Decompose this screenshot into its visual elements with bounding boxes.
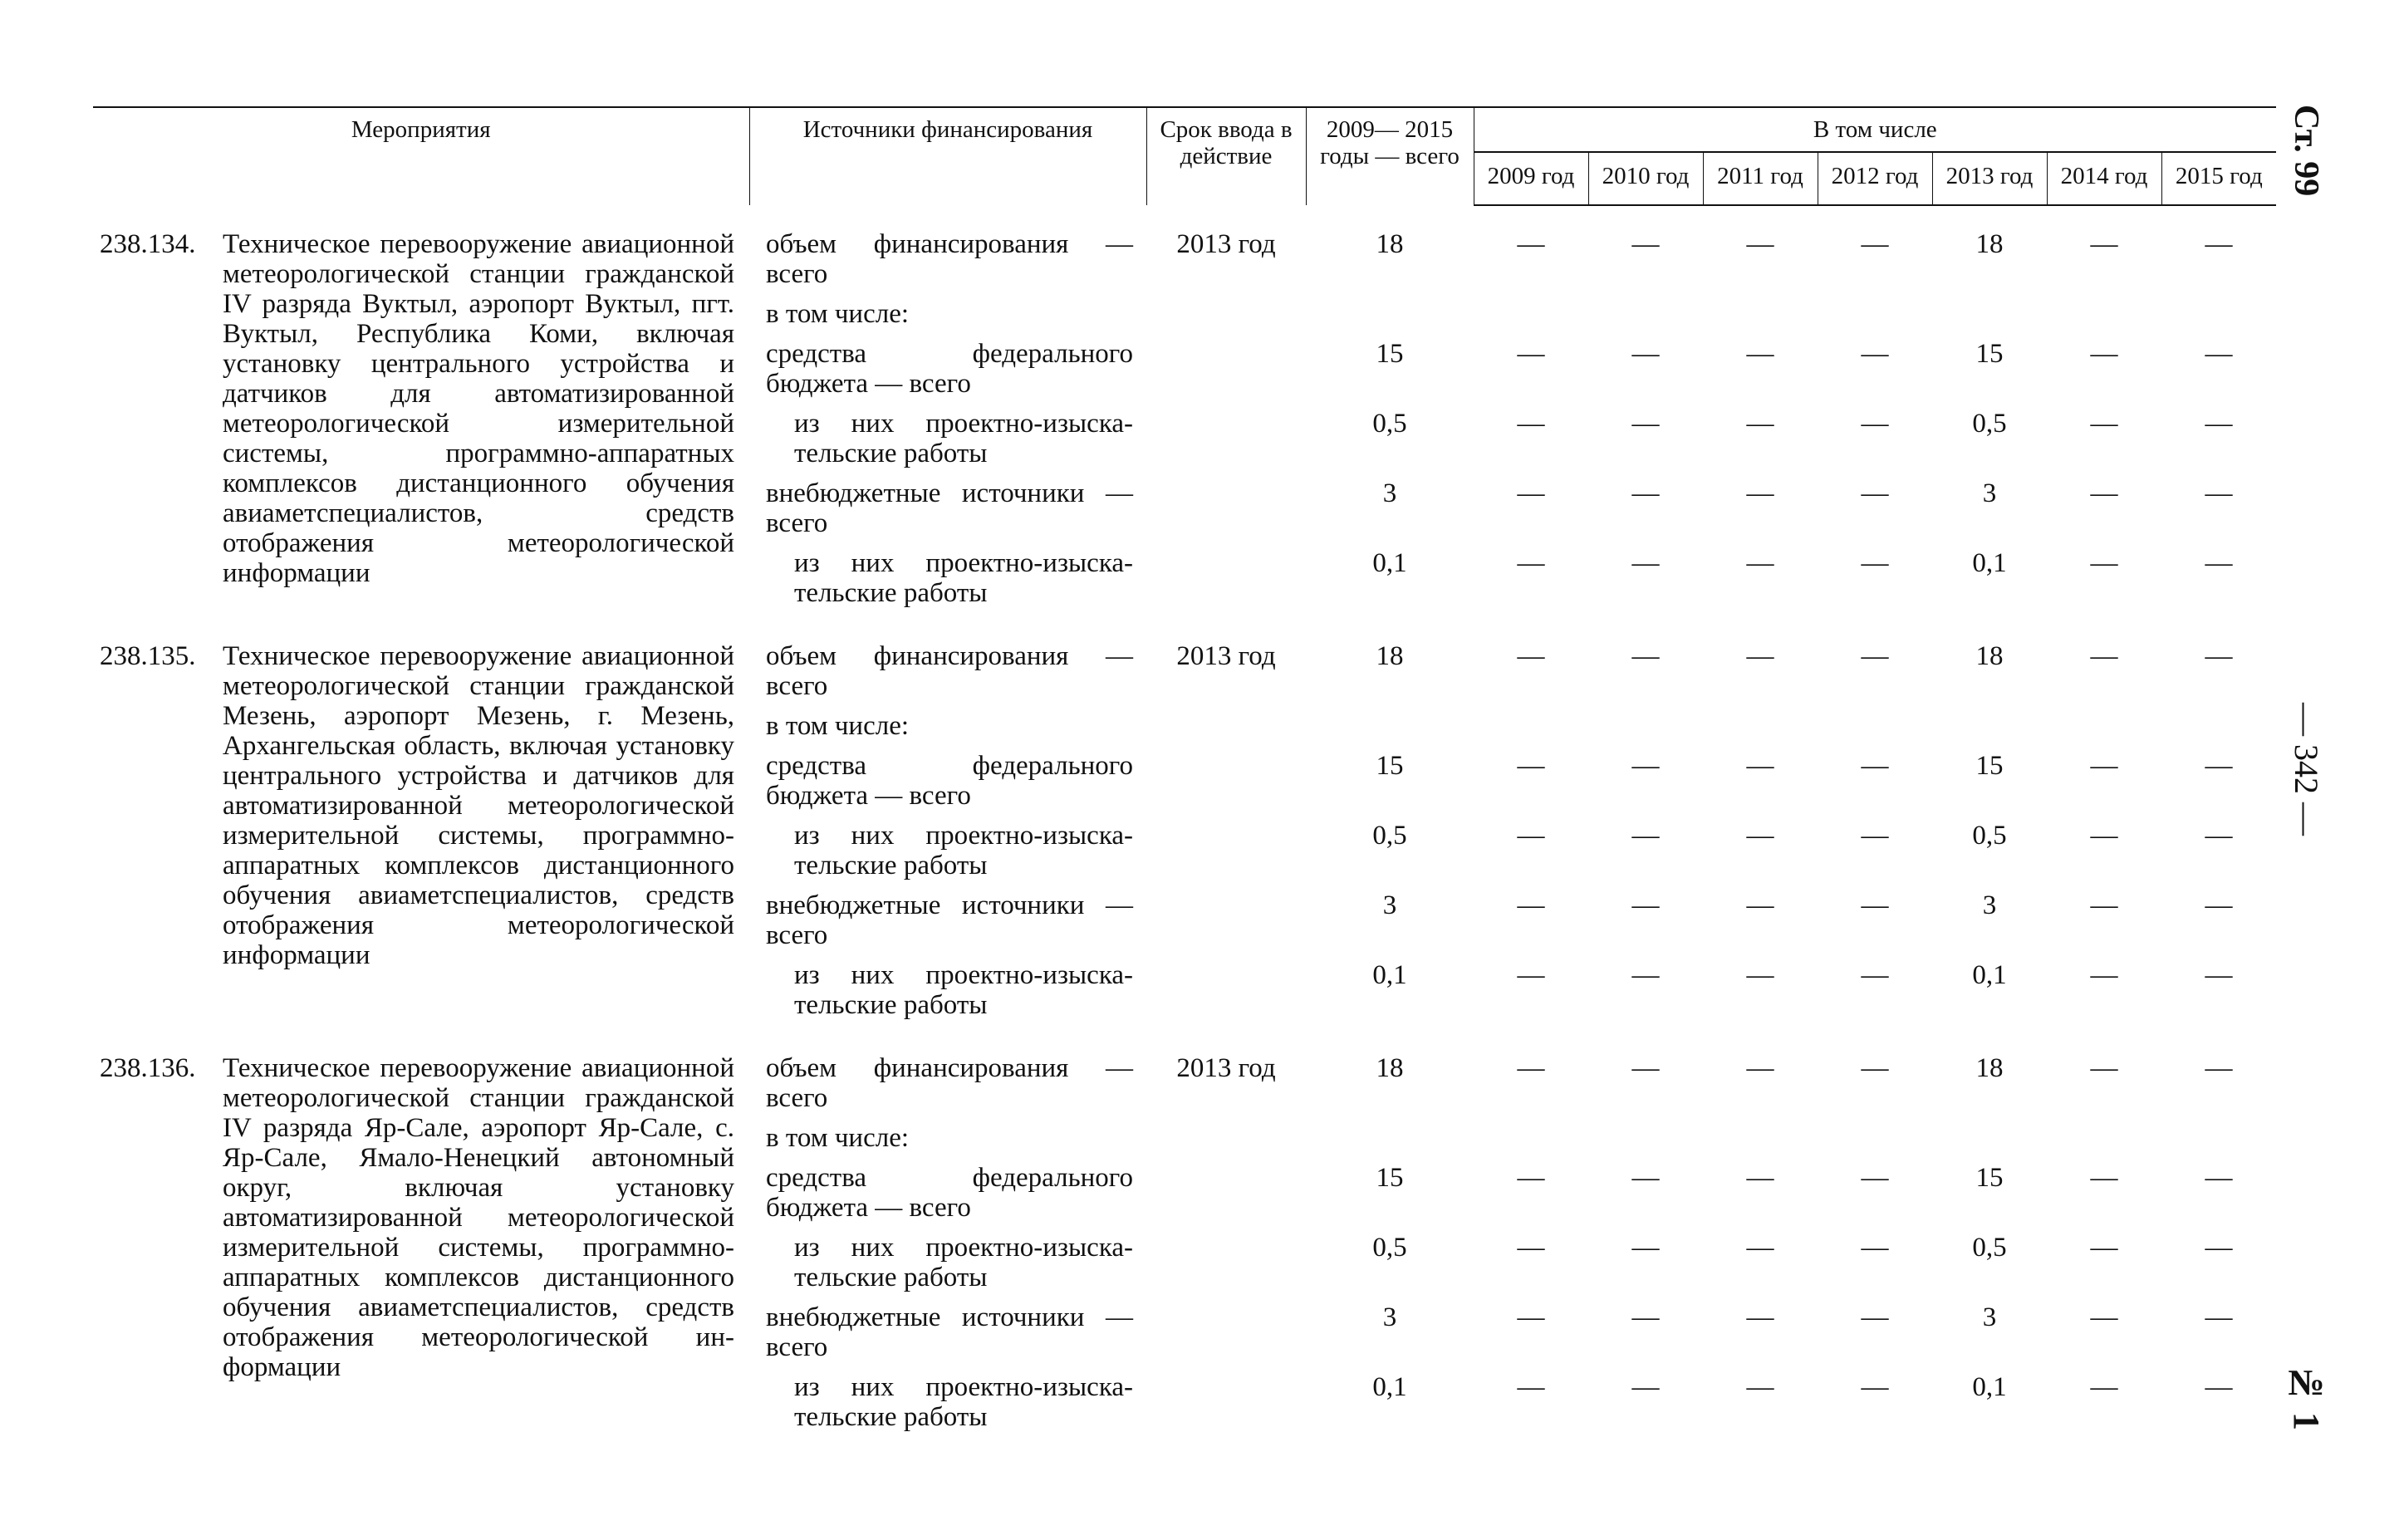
source-cell <box>749 1302 1146 1372</box>
term-cell <box>1146 1302 1306 1372</box>
year-cell-2009-год <box>1474 299 1588 339</box>
total-cell: 3 <box>1382 1302 1397 1332</box>
total-cell: 15 <box>1376 751 1404 781</box>
year-cell-2015-год: — <box>2205 1372 2233 1402</box>
source-cell <box>749 478 1146 548</box>
source-cell <box>749 229 1146 299</box>
term-cell <box>1146 890 1306 960</box>
year-cell-2014-год: — <box>2090 1372 2118 1402</box>
year-cell-2015-год: — <box>2205 478 2233 508</box>
year-cell-2011-год: — <box>1746 339 1774 369</box>
year-cell-2013-год: 0,5 <box>1972 1233 2007 1263</box>
year-cell-2012-год: — <box>1861 1053 1889 1083</box>
source-label: объем финансирования — всего <box>766 1053 1133 1113</box>
year-cell-2013-год: 0,1 <box>1972 1372 2007 1402</box>
year-cell-2012-год <box>1818 711 1932 751</box>
year-cell-2010-год: — <box>1631 1233 1660 1263</box>
source-label: средства федерального бюджета — всего <box>766 1163 1133 1223</box>
year-cell-2011-год: — <box>1746 1302 1774 1332</box>
year-cell-2014-год <box>2047 299 2161 339</box>
header-year-6: 2015 год <box>2161 152 2276 205</box>
year-cell-2015-год <box>2161 299 2276 339</box>
source-cell <box>749 641 1146 711</box>
header-year-4: 2013 год <box>1932 152 2047 205</box>
source-label: из них проектно-изыскательские работы <box>794 548 1133 608</box>
year-cell-2009-год: — <box>1517 1163 1545 1193</box>
year-cell-2010-год: — <box>1631 960 1660 990</box>
year-cell-2009-год: — <box>1517 821 1545 851</box>
year-cell-2009-год <box>1474 1123 1588 1163</box>
measure-title: Техническое перевооружение авиационной метеорологической станции гражданской IV разряда Вуктыл, аэропорт Вуктыл, пгт. Вуктыл, Республика Коми, включая установку центрального устройства и датчиков для автоматизированной метеорологической измерительной системы, программно-аппаратных комплексов дистанционного обучения авиаметспециалистов, средств отображения метеорологической информации <box>223 229 734 588</box>
total-cell: 0,1 <box>1372 1372 1407 1402</box>
year-cell-2011-год: — <box>1746 409 1774 439</box>
total-cell: 3 <box>1382 890 1397 920</box>
year-cell-2013-год: 0,5 <box>1972 409 2007 439</box>
year-cell-2013-год: 3 <box>1982 1302 1997 1332</box>
term-cell: 2013 год <box>1176 1053 1276 1083</box>
total-cell: 18 <box>1376 229 1404 259</box>
table-row <box>93 229 2276 299</box>
source-label: средства федерального бюджета — всего <box>766 751 1133 811</box>
header-year-0: 2009 год <box>1474 152 1588 205</box>
year-cell-2009-год: — <box>1517 339 1545 369</box>
total-cell: 15 <box>1376 1163 1404 1193</box>
year-cell-2011-год: — <box>1746 890 1774 920</box>
year-cell-2013-год <box>1932 711 2047 751</box>
measure-wrap <box>100 1053 734 1382</box>
year-cell-2012-год: — <box>1861 1302 1889 1332</box>
source-cell <box>749 751 1146 821</box>
source-label: из них проектно-изыскательские работы <box>794 960 1133 1020</box>
source-cell <box>749 299 1146 339</box>
year-cell-2010-год <box>1588 299 1703 339</box>
source-cell <box>749 1123 1146 1163</box>
measure-wrap <box>100 229 734 588</box>
year-cell-2011-год: — <box>1746 821 1774 851</box>
year-cell-2010-год: — <box>1631 1372 1660 1402</box>
term-cell <box>1146 1123 1306 1163</box>
header-including: В том числе <box>1474 107 2276 152</box>
header-term: Срок ввода в действие <box>1146 107 1306 205</box>
term-cell <box>1146 548 1306 618</box>
term-cell <box>1146 751 1306 821</box>
year-cell-2015-год: — <box>2205 409 2233 439</box>
funding-table <box>93 106 2276 1442</box>
year-cell-2010-год: — <box>1631 1053 1660 1083</box>
source-label: в том числе: <box>766 711 910 741</box>
year-cell-2014-год: — <box>2090 339 2118 369</box>
table-header <box>93 107 2276 205</box>
year-cell-2012-год: — <box>1861 548 1889 578</box>
year-cell-2015-год <box>2161 711 2276 751</box>
total-cell: 0,1 <box>1372 960 1407 990</box>
source-cell <box>749 960 1146 1030</box>
table-body <box>93 205 2276 1442</box>
header-year-3: 2012 год <box>1818 152 1932 205</box>
header-year-5: 2014 год <box>2047 152 2161 205</box>
total-cell: 18 <box>1376 1053 1404 1083</box>
year-cell-2013-год: 3 <box>1982 890 1997 920</box>
year-cell-2013-год: 0,1 <box>1972 960 2007 990</box>
year-cell-2014-год: — <box>2090 1053 2118 1083</box>
year-cell-2013-год: 18 <box>1975 229 2004 259</box>
article-label: Ст. 99 <box>2287 105 2325 197</box>
measure-number: 238.134. <box>100 229 196 259</box>
year-cell-2011-год <box>1703 711 1818 751</box>
source-cell <box>749 711 1146 751</box>
year-cell-2014-год: — <box>2090 890 2118 920</box>
year-cell-2009-год: — <box>1517 1233 1545 1263</box>
year-cell-2011-год: — <box>1746 478 1774 508</box>
year-cell-2009-год: — <box>1517 409 1545 439</box>
year-cell-2011-год: — <box>1746 751 1774 781</box>
header-year-2: 2011 год <box>1703 152 1818 205</box>
year-cell-2010-год: — <box>1631 229 1660 259</box>
year-cell-2015-год: — <box>2205 960 2233 990</box>
year-cell-2009-год: — <box>1517 751 1545 781</box>
year-cell-2012-год: — <box>1861 339 1889 369</box>
year-cell-2015-год: — <box>2205 890 2233 920</box>
year-cell-2012-год: — <box>1861 229 1889 259</box>
year-cell-2009-год: — <box>1517 641 1545 671</box>
total-cell: 0,1 <box>1372 548 1407 578</box>
header-sources: Источники финансирования <box>749 107 1146 205</box>
year-cell-2009-год: — <box>1517 229 1545 259</box>
source-label: в том числе: <box>766 299 910 329</box>
term-cell: 2013 год <box>1176 641 1276 671</box>
year-cell-2014-год: — <box>2090 960 2118 990</box>
year-cell-2009-год: — <box>1517 890 1545 920</box>
header-year-1: 2010 год <box>1588 152 1703 205</box>
year-cell-2011-год: — <box>1746 1233 1774 1263</box>
year-cell-2010-год: — <box>1631 751 1660 781</box>
year-cell-2014-год <box>2047 711 2161 751</box>
year-cell-2014-год: — <box>2090 548 2118 578</box>
year-cell-2010-год: — <box>1631 339 1660 369</box>
source-cell <box>749 1233 1146 1302</box>
year-cell-2015-год: — <box>2205 1233 2233 1263</box>
term-cell <box>1146 299 1306 339</box>
year-cell-2009-год: — <box>1517 478 1545 508</box>
row-gap <box>93 1030 2276 1053</box>
year-cell-2012-год: — <box>1861 1163 1889 1193</box>
total-cell: 18 <box>1376 641 1404 671</box>
total-cell: 3 <box>1382 478 1397 508</box>
year-cell-2013-год: 18 <box>1975 1053 2004 1083</box>
year-cell-2012-год: — <box>1861 1233 1889 1263</box>
year-cell-2013-год <box>1932 299 2047 339</box>
source-label: в том числе: <box>766 1123 910 1153</box>
year-cell-2015-год: — <box>2205 229 2233 259</box>
year-cell-2009-год: — <box>1517 548 1545 578</box>
term-cell <box>1146 478 1306 548</box>
header-measures: Мероприятия <box>93 107 749 205</box>
header-total: 2009— 2015 годы — всего <box>1306 107 1474 205</box>
total-cell <box>1306 711 1474 751</box>
year-cell-2012-год <box>1818 299 1932 339</box>
source-label: из них проектно-изыскательские работы <box>794 821 1133 880</box>
year-cell-2011-год: — <box>1746 1163 1774 1193</box>
total-cell: 0,5 <box>1372 821 1407 851</box>
measure-number: 238.136. <box>100 1053 196 1083</box>
measure-cell <box>93 641 749 1030</box>
year-cell-2015-год: — <box>2205 1163 2233 1193</box>
source-cell <box>749 1163 1146 1233</box>
year-cell-2015-год: — <box>2205 751 2233 781</box>
term-cell <box>1146 339 1306 409</box>
year-cell-2015-год: — <box>2205 641 2233 671</box>
source-cell <box>749 821 1146 890</box>
term-cell <box>1146 711 1306 751</box>
measure-cell <box>93 1053 749 1442</box>
year-cell-2011-год: — <box>1746 229 1774 259</box>
year-cell-2015-год: — <box>2205 821 2233 851</box>
year-cell-2013-год: 15 <box>1975 1163 2004 1193</box>
year-cell-2010-год <box>1588 1123 1703 1163</box>
total-cell <box>1306 1123 1474 1163</box>
year-cell-2012-год: — <box>1861 641 1889 671</box>
issue-label: № 1 <box>2286 1362 2327 1430</box>
term-cell <box>1146 1372 1306 1442</box>
total-cell: 0,5 <box>1372 409 1407 439</box>
row-gap-cell <box>93 618 2276 641</box>
year-cell-2015-год <box>2161 1123 2276 1163</box>
year-cell-2010-год <box>1588 711 1703 751</box>
source-cell <box>749 548 1146 618</box>
year-cell-2010-год: — <box>1631 478 1660 508</box>
year-cell-2014-год: — <box>2090 751 2118 781</box>
source-cell <box>749 1372 1146 1442</box>
year-cell-2013-год: 15 <box>1975 339 2004 369</box>
source-label: из них проектно-изыскательские работы <box>794 409 1133 468</box>
year-cell-2012-год: — <box>1861 478 1889 508</box>
year-cell-2010-год: — <box>1631 548 1660 578</box>
year-cell-2010-год: — <box>1631 890 1660 920</box>
year-cell-2010-год: — <box>1631 1163 1660 1193</box>
source-label: объем финансирования — всего <box>766 229 1133 289</box>
document-page <box>93 106 2276 1442</box>
year-cell-2014-год <box>2047 1123 2161 1163</box>
year-cell-2011-год: — <box>1746 1372 1774 1402</box>
row-gap <box>93 618 2276 641</box>
measure-title: Техническое перевооружение авиационной метеорологической станции гражданской IV разряда Яр-Сале, аэропорт Яр-Сале, с. Яр-Сале, Ямало-Ненецкий автономный округ, включая установку автоматизированной метеорологической измерительной системы, программно-аппаратных комплексов дистанционного обучения авиаметспециалистов, средств отображения метеорологической информации <box>223 1053 734 1382</box>
term-cell: 2013 год <box>1176 229 1276 259</box>
year-cell-2014-год: — <box>2090 1302 2118 1332</box>
year-cell-2011-год: — <box>1746 641 1774 671</box>
year-cell-2015-год: — <box>2205 339 2233 369</box>
year-cell-2011-год: — <box>1746 960 1774 990</box>
source-label: внебюджетные источники — всего <box>766 1302 1133 1362</box>
year-cell-2014-год: — <box>2090 478 2118 508</box>
source-cell <box>749 409 1146 478</box>
year-cell-2010-год: — <box>1631 1302 1660 1332</box>
total-cell <box>1306 299 1474 339</box>
measure-title: Техническое перевооружение авиационной метеорологической станции гражданской Мезень, аэропорт Мезень, г. Мезень, Архангельская область, включая установку центрального устройства и датчиков для автоматизированной метеорологической измерительной системы, программно-аппаратных комплексов дистанционного обучения авиаметспециалистов, средств отображения метеорологической информации <box>223 641 734 970</box>
source-label: внебюджетные источники — всего <box>766 478 1133 538</box>
year-cell-2014-год: — <box>2090 229 2118 259</box>
year-cell-2013-год <box>1932 1123 2047 1163</box>
source-label: средства федерального бюджета — всего <box>766 339 1133 399</box>
year-cell-2009-год <box>1474 711 1588 751</box>
year-cell-2010-год: — <box>1631 821 1660 851</box>
year-cell-2013-год: 0,5 <box>1972 821 2007 851</box>
table-row <box>93 641 2276 711</box>
row-gap-cell <box>93 1030 2276 1053</box>
year-cell-2012-год: — <box>1861 960 1889 990</box>
year-cell-2010-год: — <box>1631 409 1660 439</box>
source-label: объем финансирования — всего <box>766 641 1133 701</box>
year-cell-2013-год: 3 <box>1982 478 1997 508</box>
year-cell-2014-год: — <box>2090 409 2118 439</box>
year-cell-2011-год <box>1703 1123 1818 1163</box>
measure-wrap <box>100 641 734 970</box>
term-cell <box>1146 1163 1306 1233</box>
term-cell <box>1146 821 1306 890</box>
year-cell-2014-год: — <box>2090 641 2118 671</box>
year-cell-2012-год: — <box>1861 409 1889 439</box>
year-cell-2015-год: — <box>2205 548 2233 578</box>
year-cell-2011-год: — <box>1746 548 1774 578</box>
measure-cell <box>93 229 749 618</box>
source-cell <box>749 890 1146 960</box>
source-cell <box>749 339 1146 409</box>
year-cell-2011-год: — <box>1746 1053 1774 1083</box>
source-label: из них проектно-изыскательские работы <box>794 1372 1133 1432</box>
year-cell-2009-год: — <box>1517 960 1545 990</box>
year-cell-2009-год: — <box>1517 1302 1545 1332</box>
year-cell-2013-год: 18 <box>1975 641 2004 671</box>
year-cell-2013-год: 0,1 <box>1972 548 2007 578</box>
year-cell-2011-год <box>1703 299 1818 339</box>
year-cell-2013-год: 15 <box>1975 751 2004 781</box>
year-cell-2012-год: — <box>1861 821 1889 851</box>
year-cell-2012-год <box>1818 1123 1932 1163</box>
measure-number: 238.135. <box>100 641 196 671</box>
term-cell <box>1146 409 1306 478</box>
year-cell-2014-год: — <box>2090 1163 2118 1193</box>
year-cell-2012-год: — <box>1861 751 1889 781</box>
total-cell: 0,5 <box>1372 1233 1407 1263</box>
row-gap <box>93 205 2276 229</box>
table-row <box>93 1053 2276 1123</box>
year-cell-2009-год: — <box>1517 1372 1545 1402</box>
source-cell <box>749 1053 1146 1123</box>
row-gap-cell <box>93 205 2276 229</box>
year-cell-2012-год: — <box>1861 1372 1889 1402</box>
year-cell-2014-год: — <box>2090 1233 2118 1263</box>
source-label: внебюджетные источники — всего <box>766 890 1133 950</box>
page-number: — 342 — <box>2288 703 2325 836</box>
year-cell-2015-год: — <box>2205 1302 2233 1332</box>
year-cell-2015-год: — <box>2205 1053 2233 1083</box>
total-cell: 15 <box>1376 339 1404 369</box>
term-cell <box>1146 960 1306 1030</box>
term-cell <box>1146 1233 1306 1302</box>
year-cell-2014-год: — <box>2090 821 2118 851</box>
year-cell-2009-год: — <box>1517 1053 1545 1083</box>
year-cell-2010-год: — <box>1631 641 1660 671</box>
year-cell-2012-год: — <box>1861 890 1889 920</box>
source-label: из них проектно-изыскательские работы <box>794 1233 1133 1292</box>
